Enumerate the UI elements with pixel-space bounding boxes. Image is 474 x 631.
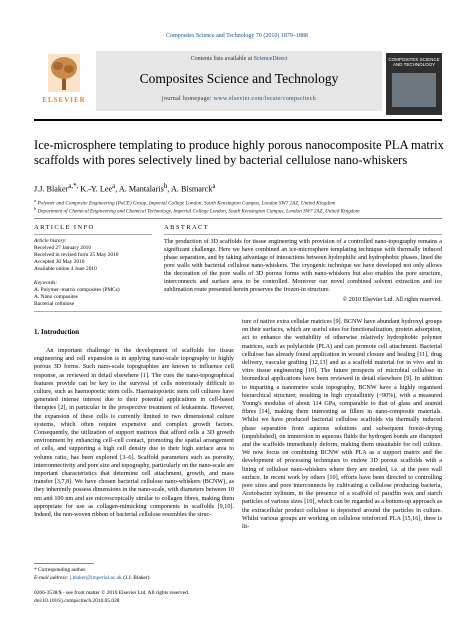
article-title: Ice-microsphere templating to produce highly porous nanocomposite PLA matrix scaffolds with pores selectively lined by bacterial cellulose nano-whiskers (34, 138, 444, 167)
email-note: E-mail address: j.blaker@imperial.ac.uk (J.J. Blaker). (34, 575, 151, 581)
body-column-right (242, 318, 442, 531)
paragraph: An important challenge in the development of scaffolds for tissue engineering and cell expansion is in applying nano-scale topography to highly porous 3D forms. Such nano-scale topographies are known to influence cell response, as reviewed in detail elsewhere [1]. The cues the nano-topographical features provide can be key to the survival of cells notoriously difficult to culture, such as haemopoetic stem cells. Haematopoietic stem cell cultures have generated intense interest due to their potential applications in cell-based therapies [2], in particular in the prospective treatment of leukaemia. However, the expansion of these cells is currently limited to two dimensional culture systems, which often require expensive and complex growth factors. Consequently, the utilization of support matrices that afford cells a 3D growth environment by enhancing cell–cell contact, promoting the spatial arrangement of cells, and supporting a high cell density due to their high surface area to volume ratio, has been explored [3–6]. Scaffold parameters such as porosity, interconnectivity and pore size and topography, particularly on the nano-scale are important characteristics that determine cell attachment, growth, and mass transfer [3,7,8]. We have chosen bacterial cellulose nano-whiskers (BCNW), as they inherently possess dimensions in the nano-scale, with diameters between 10 nm and 100 nm and are microscopically similar to collagen fibres, making them appropriate for use as collagen-mimicking components in scaffolds [9,10]. Indeed, the non-woven ribbon of bacterial cellulose resembles the struc- (34, 348, 234, 519)
email-link[interactable]: j.blaker@imperial.ac.uk (69, 575, 122, 581)
tree-logo-icon (48, 54, 80, 92)
article-info-heading: ARTICLE INFO (34, 224, 95, 231)
divider (34, 311, 442, 312)
contents-line: Contents lists available at ScienceDirect (190, 56, 288, 62)
cover-image (392, 73, 436, 107)
header-rule (34, 119, 442, 121)
doi-link[interactable]: doi:10.1016/j.compscitech.2010.05.028 (34, 598, 120, 604)
divider (34, 218, 442, 219)
copyright: © 2010 Elsevier Ltd. All rights reserved. (342, 297, 442, 303)
section-heading: 1. Introduction (34, 328, 79, 336)
publisher-name: ELSEVIER (42, 96, 86, 104)
author-list: J.J. Blaker$^{a,*,}$ K.-Y. Lee$^a$, A. Mantalaris$^b$, A. Bismarck$^a$ (34, 183, 216, 194)
sciencedirect-link[interactable]: ScienceDirect (253, 56, 288, 62)
journal-citation: Composites Science and Technology 70 (2010) 1879–1888 (166, 33, 308, 39)
article-history: Article history: Received 27 January 2010 Received in revised form 25 May 2010 Accepted 30 May 2010 Available online 4 June 2010 (34, 238, 119, 272)
corresponding-author-note: * Corresponding author. (34, 567, 87, 573)
elsevier-logo (34, 54, 92, 114)
keywords: Keywords: A. Polymer–matrix composites (PMCs) A. Nano composites Bacterial cellulose (34, 280, 120, 307)
paragraph: ture of native extra cellular matrices [9]. BCNW have abundant hydroxyl groups on their surfaces, which are useful sites for functionalization, protein adsorption, act to enhance the wettability of otherwise relatively hydrophobic polymer matrices, such as polylactide (PLA) and can promote cell attachment. Bacterial cellulose has already found application in wound closure and healing [11], drug delivery, vascular grafting [12,13] and as a scaffold material for in vivo and in vitro tissue engineering [10]. The future prospects of microbial cellulose in biomedical applications have been reviewed in detail elsewhere [9]. In addition to imparting a nanometre scale topography, BCNW have a highly organised hierarchical structure; resulting in high crystallinity (~90%), with a measured Young's modulus of about 114 GPa, comparable to that of glass and aramid fibres [14], making them interesting as fillers in nano-composite materials. Whilst we have produced bacterial cellulose scaffolds via thermally induced phase separation from aqueous solutions and subsequent freeze-drying (unpublished), on immersion in aqueous fluids the hydrogen bonds are disrupted and the scaffolds immediately deform, making them unsuitable for cell culture. We now focus on combining BCNW with PLA as a support matrix and the development of processing techniques to endow 3D porous scaffolds with a lining of cellulose nano-whiskers where they are needed, i.e. at the pore wall surface. In recent work by others [10], efforts have been directed to controlling pore sizes and pore interconnects by cultivating a cellulose producing bacteria, Acetobacter xylinum, in the presence of a scaffold of paraffin wax and starch particles of various sizes [10], which can be regarded as a bottom-up approach as the extracellular product cellulose is deposited around the particles in culture. Whilst various groups are working on cellulose reinforced PLA [15,16], there is lit- (242, 319, 442, 531)
body-column-left (34, 347, 234, 519)
divider (164, 234, 442, 235)
homepage-link[interactable]: www.elsevier.com/locate/compscitech (213, 96, 317, 102)
journal-cover (386, 53, 442, 115)
affiliation: $^a$ Polymer and Composite Engineering (PaCE) Group, Imperial College London, South Kensington Campus, London SW7 2AZ, United Kingdom (34, 198, 336, 207)
abstract-text: The production of 3D scaffolds for tissue engineering with provision of a controlled nano-topography remains a significant challenge. Here we have combined an ice-microsphere templating technique with thermally induced phase separation, and by taking advantage of interactions between hydrophilic and hydrophobic phases, lined the pore walls with bacterial cellulose nano-whiskers. The cryogenic technique we have developed not only allows the decoration of the pore walls of 3D porous forms with nano-whiskers but also enables the pore structure, interconnects and surface area to be controlled. Moreover our novel combined solvent extraction and ice sublimation route presented herein preserves the frozen-in structure. (164, 239, 442, 293)
issn-line: 0266-3538/$ - see front matter © 2010 Elsevier Ltd. All rights reserved. (34, 590, 190, 596)
abstract-heading: ABSTRACT (164, 224, 210, 231)
journal-title: Composites Science and Technology (139, 71, 339, 86)
divider (34, 234, 152, 235)
cover-text: COMPOSITES SCIENCE AND TECHNOLOGY (388, 57, 440, 67)
affiliation: $^b$ Department of Chemical Engineering and Chemical Technology, Imperial College London, South Kensington Campus, London SW7 2AZ, United Kingdom (34, 206, 360, 215)
journal-banner (96, 51, 382, 111)
journal-homepage: journal homepage: www.elsevier.com/locate/compscitech (161, 96, 317, 102)
footnote-rule (34, 563, 94, 564)
journal-header (34, 51, 442, 117)
